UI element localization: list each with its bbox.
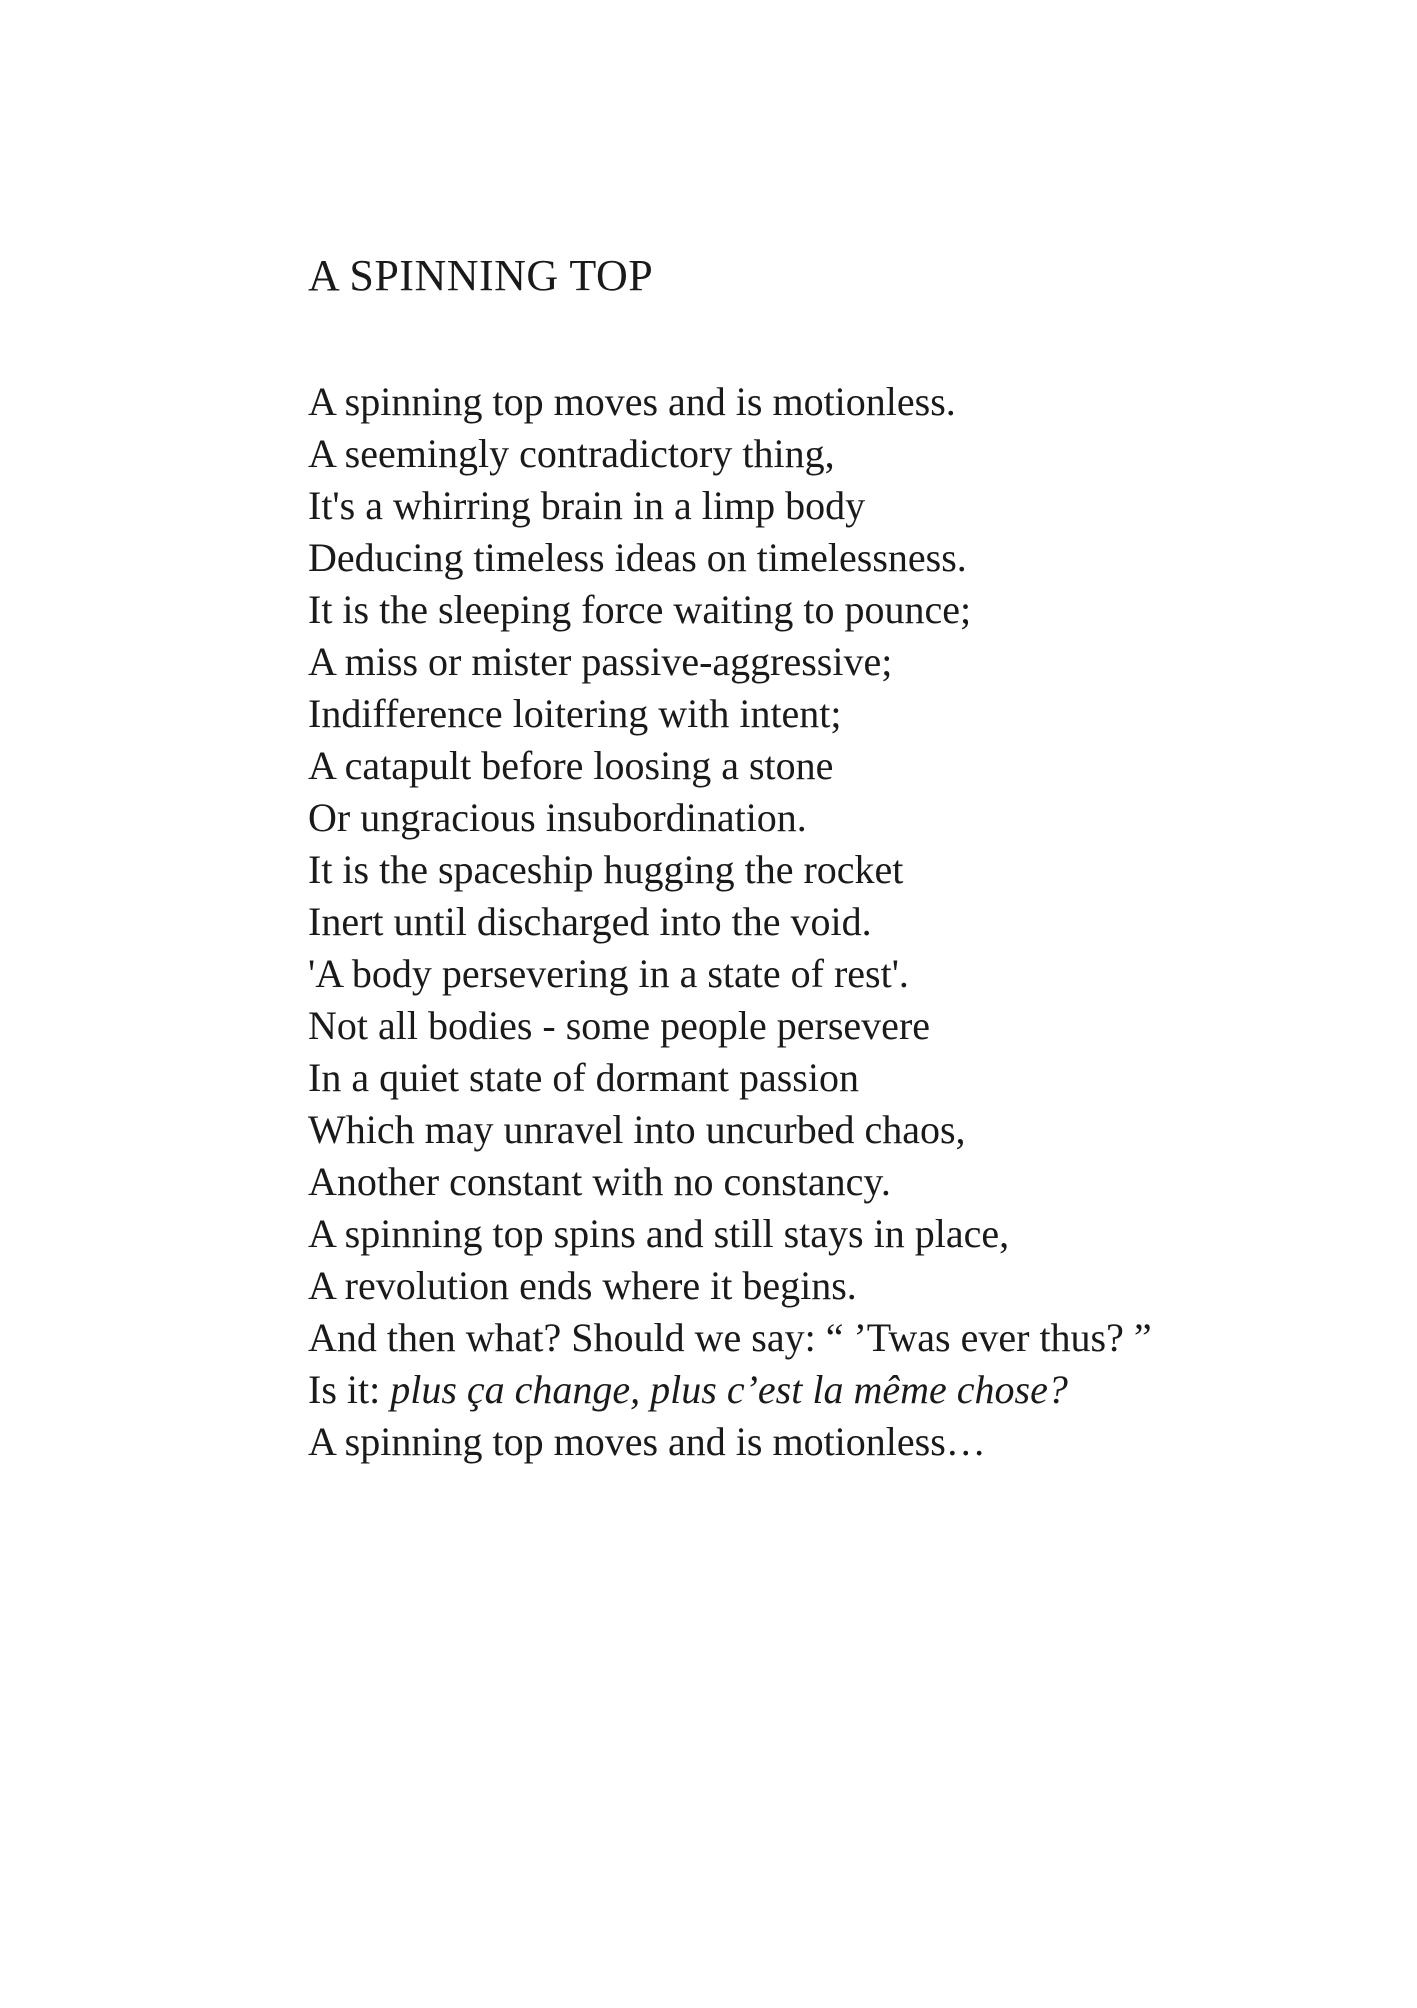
poem-line: A spinning top spins and still stays in place, bbox=[308, 1211, 1010, 1256]
poem-stanza bbox=[308, 376, 1308, 1468]
poem-line: In a quiet state of dormant passion bbox=[308, 1055, 859, 1100]
italic-line-prefix: Is it: bbox=[308, 1367, 391, 1412]
poem-line: Or ungracious insubordination. bbox=[308, 795, 807, 840]
poem-line: Deducing timeless ideas on timelessness. bbox=[308, 535, 967, 580]
poem-line: A catapult before loosing a stone bbox=[308, 743, 834, 788]
poem-line: Another constant with no constancy. bbox=[308, 1159, 891, 1204]
poem-line: Indifference loitering with intent; bbox=[308, 691, 842, 736]
poem-line: It's a whirring brain in a limp body bbox=[308, 483, 866, 528]
poem-title: A SPINNING TOP bbox=[308, 251, 654, 300]
poem-last-line: A spinning top moves and is motionless… bbox=[308, 1419, 986, 1464]
poem-line: Not all bodies - some people persevere bbox=[308, 1003, 931, 1048]
poem bbox=[308, 248, 1308, 1468]
poem-line: Which may unravel into uncurbed chaos, bbox=[308, 1107, 966, 1152]
poem-line: A spinning top moves and is motionless. bbox=[308, 379, 956, 424]
poem-line-italic-quote bbox=[308, 1364, 1308, 1416]
poem-line: A seemingly contradictory thing, bbox=[308, 431, 835, 476]
poem-line: And then what? Should we say: “ ’Twas ever thus? ” bbox=[308, 1315, 1152, 1360]
poem-line: A miss or mister passive-aggressive; bbox=[308, 639, 893, 684]
poem-line: A revolution ends where it begins. bbox=[308, 1263, 857, 1308]
italic-french-phrase: plus ça change, plus c’est la même chose? bbox=[390, 1367, 1068, 1412]
poem-line: Inert until discharged into the void. bbox=[308, 899, 872, 944]
poem-line: 'A body persevering in a state of rest'. bbox=[308, 951, 909, 996]
poem-line: It is the sleeping force waiting to pounce; bbox=[308, 587, 972, 632]
poem-line: It is the spaceship hugging the rocket bbox=[308, 847, 904, 892]
